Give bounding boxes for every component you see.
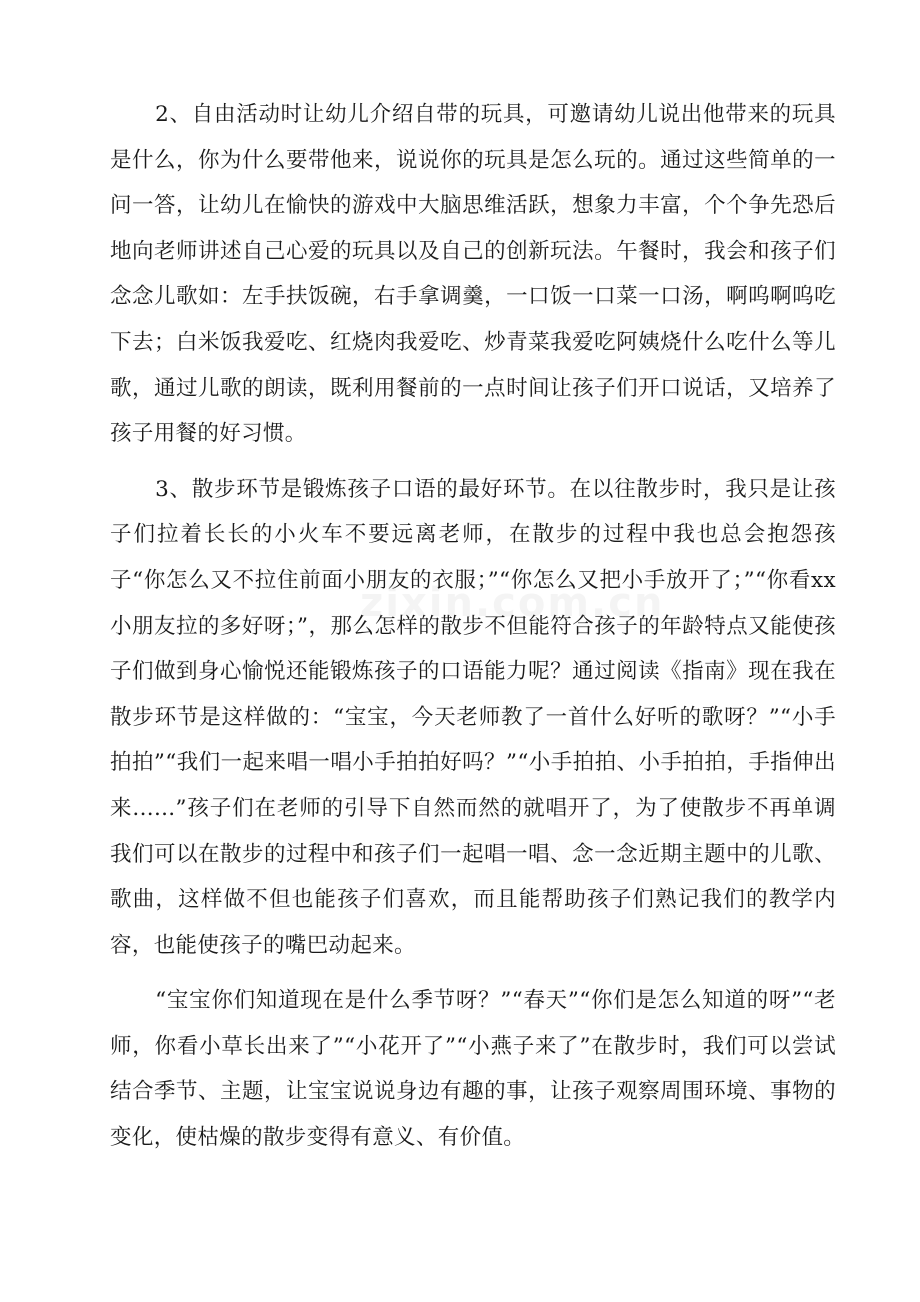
watermark-text: zixin.com.cn xyxy=(360,580,665,626)
paragraph-free-activity: 2、自由活动时让幼儿介绍自带的玩具，可邀请幼儿说出他带来的玩具是什么，你为什么要带他来，说说你的玩具是怎么玩的。通过这些简单的一问一答，让幼儿在愉快的游戏中大脑思维活跃，想象力丰富，个个争先恐后地向老师讲述自己心爱的玩具以及自己的创新玩法。午餐时，我会和孩子们念念儿歌如：左手扶饭碗，右手拿调羹，一口饭一口菜一口汤，啊呜啊呜吃下去；白米饭我爱吃、红烧肉我爱吃、炒青菜我爱吃阿姨烧什么吃什么等儿歌，通过儿歌的朗读，既利用餐前的一点时间让孩子们开口说话，又培养了孩子用餐的好习惯。 xyxy=(110,102,836,447)
document-body xyxy=(110,92,836,1161)
paragraph-walking-session: 3、散步环节是锻炼孩子口语的最好环节。在以往散步时，我只是让孩子们拉着长长的小火车不要远离老师，在散步的过程中我也总会抱怨孩子“你怎么又不拉住前面小朋友的衣服；”“你怎么又把小手放开了；”“你看xx小朋友拉的多好呀；”，那么怎样的散步不但能符合孩子的年龄特点又能使孩子们做到身心愉悦还能锻炼孩子的口语能力呢？通过阅读《指南》现在我在散步环节是这样做的：“宝宝，今天老师教了一首什么好听的歌呀？”“小手拍拍”“我们一起来唱一唱小手拍拍好吗？”“小手拍拍、小手拍拍，手指伸出来......”孩子们在老师的引导下自然而然的就唱开了，为了使散步不再单调我们可以在散步的过程中和孩子们一起唱一唱、念一念近期主题中的儿歌、歌曲，这样做不但也能孩子们喜欢，而且能帮助孩子们熟记我们的教学内容，也能使孩子的嘴巴动起来。 xyxy=(110,476,836,958)
paragraph-season-dialogue: “宝宝你们知道现在是什么季节呀？”“春天”“你们是怎么知道的呀”“老师，你看小草长出来了”“小花开了”“小燕子来了”在散步时，我们可以尝试结合季节、主题，让宝宝说说身边有趣的事，让孩子观察周围环境、事物的变化，使枯燥的散步变得有意义、有价值。 xyxy=(110,988,836,1151)
